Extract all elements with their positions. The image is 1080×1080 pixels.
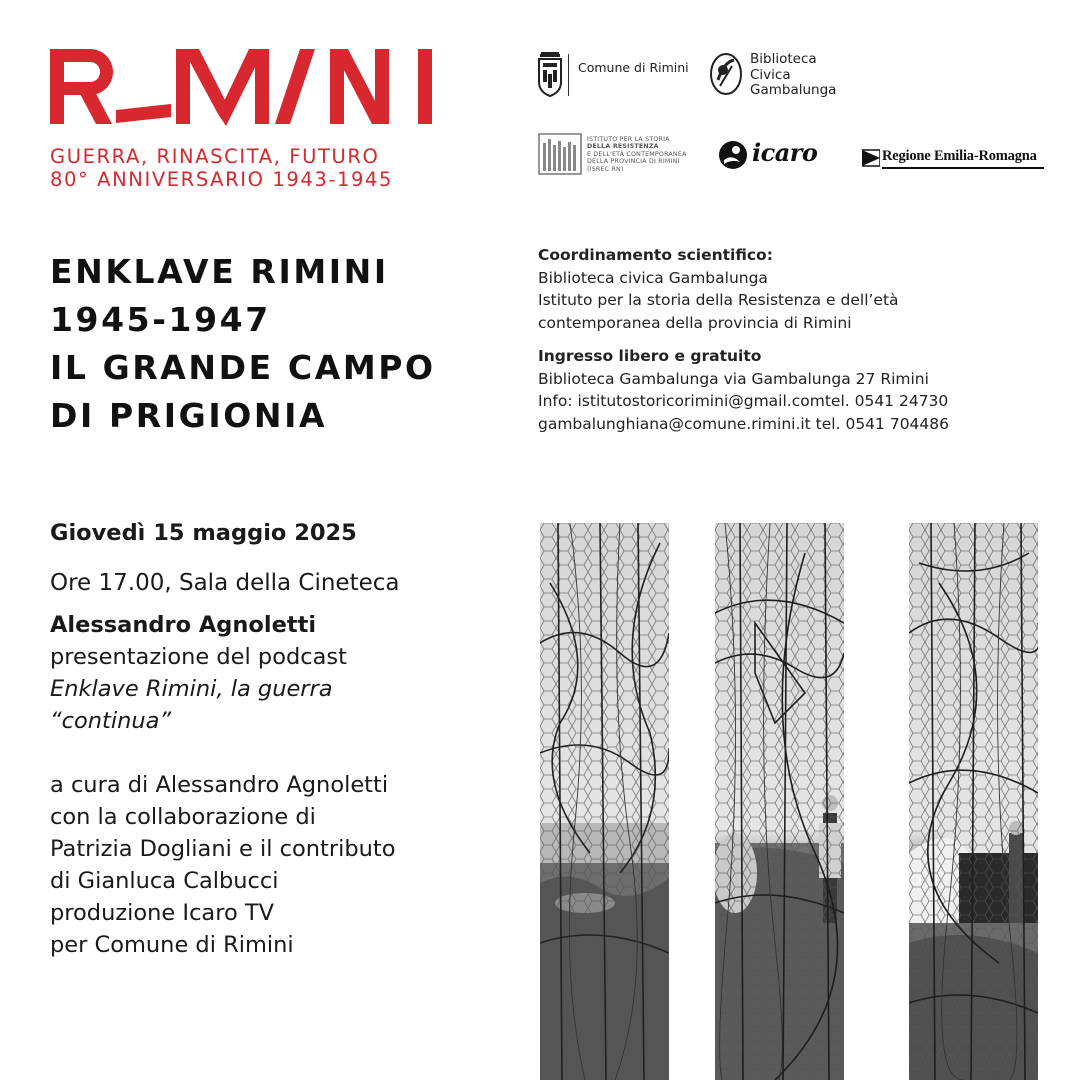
credits-line: per Comune di Rimini xyxy=(50,932,294,958)
event-date: Giovedì 15 maggio 2025 xyxy=(50,520,357,546)
biblioteca-label-line: Civica xyxy=(750,66,791,83)
comune-di-rimini-logo xyxy=(536,50,689,98)
event-time-place: Ore 17.00, Sala della Cineteca xyxy=(50,570,400,596)
credits-line: a cura di Alessandro Agnoletti xyxy=(50,772,389,798)
comune-crest-icon xyxy=(536,50,564,98)
coordination-line: Biblioteca civica Gambalunga xyxy=(538,268,768,287)
regione-label: Regione Emilia-Romagna xyxy=(882,148,1037,164)
title-line-2: 1945-1947 xyxy=(50,300,271,339)
isrec-label-line: ISTITUTO PER LA STORIA xyxy=(587,136,670,143)
entry-heading: Ingresso libero e gratuito xyxy=(538,347,762,365)
title-line-3: IL GRANDE CAMPO xyxy=(50,348,436,387)
biblioteca-label xyxy=(750,52,836,99)
credits-line: produzione Icaro TV xyxy=(50,900,275,926)
tagline xyxy=(50,145,450,191)
barbed-wire-photo-3 xyxy=(909,523,1038,1080)
regione-flag-icon xyxy=(862,148,880,168)
event-details xyxy=(50,517,510,961)
title-line-4: DI PRIGIONIA xyxy=(50,396,328,435)
podcast-title-line-1: Enklave Rimini, la guerra xyxy=(50,676,333,702)
biblioteca-label-line: Biblioteca xyxy=(750,51,817,67)
info-block xyxy=(538,244,1058,435)
rimini-logo xyxy=(50,44,435,130)
event-title xyxy=(50,248,510,440)
barbed-wire-photo-1 xyxy=(540,523,669,1080)
isrec-label-line: E DELL'ETÀ CONTEMPORANEA xyxy=(587,150,687,158)
podcast-title-line-2: “continua” xyxy=(50,708,172,734)
isrec-label-line: DELLA PROVINCIA DI RIMINI xyxy=(587,158,680,166)
tagline-line-2: 80° ANNIVERSARIO 1943-1945 xyxy=(50,168,394,191)
coordination-line: Istituto per la storia della Resistenza e dell’età xyxy=(538,291,899,309)
isrec-books-icon xyxy=(538,133,582,175)
rimini-logo-mark xyxy=(50,44,435,130)
barbed-wire-photo-2 xyxy=(715,523,844,1080)
isrec-label-line: (ISREC RN) xyxy=(587,165,624,173)
regione-underline xyxy=(882,167,1044,169)
comune-label: Comune di Rimini xyxy=(578,60,689,75)
icaro-label: icaro xyxy=(752,138,818,167)
isrec-label-line: DELLA RESISTENZA xyxy=(587,143,659,151)
contact-info-email-1: Info: istitutostoricorimini@gmail.comtel. 0541 24730 xyxy=(538,392,949,410)
isrec-logo xyxy=(538,133,688,175)
coordination-heading: Coordinamento scientifico: xyxy=(538,246,773,264)
icaro-logo xyxy=(718,138,828,172)
contact-info-email-2: gambalunghiana@comune.rimini.it tel. 0541 704486 xyxy=(538,414,949,433)
tagline-line-1: GUERRA, RINASCITA, FUTURO xyxy=(50,145,380,168)
isrec-label xyxy=(587,136,687,173)
regione-emilia-romagna-logo xyxy=(862,146,1047,172)
credits-line: con la collaborazione di xyxy=(50,804,316,830)
title-line-1: ENKLAVE RIMINI xyxy=(50,252,389,291)
speaker-name: Alessandro Agnoletti xyxy=(50,612,317,638)
icaro-emblem-icon xyxy=(718,140,748,170)
credits-line: Patrizia Dogliani e il contributo xyxy=(50,836,396,862)
biblioteca-gambalunga-logo xyxy=(708,50,848,102)
coordination-line: contemporanea della provincia di Rimini xyxy=(538,313,852,332)
biblioteca-emblem-icon xyxy=(708,50,744,98)
presentation-desc: presentazione del podcast xyxy=(50,644,347,670)
biblioteca-label-line: Gambalunga xyxy=(750,82,837,98)
comune-divider xyxy=(568,54,569,96)
venue-address: Biblioteca Gambalunga via Gambalunga 27 Rimini xyxy=(538,369,929,388)
credits-line: di Gianluca Calbucci xyxy=(50,868,279,894)
